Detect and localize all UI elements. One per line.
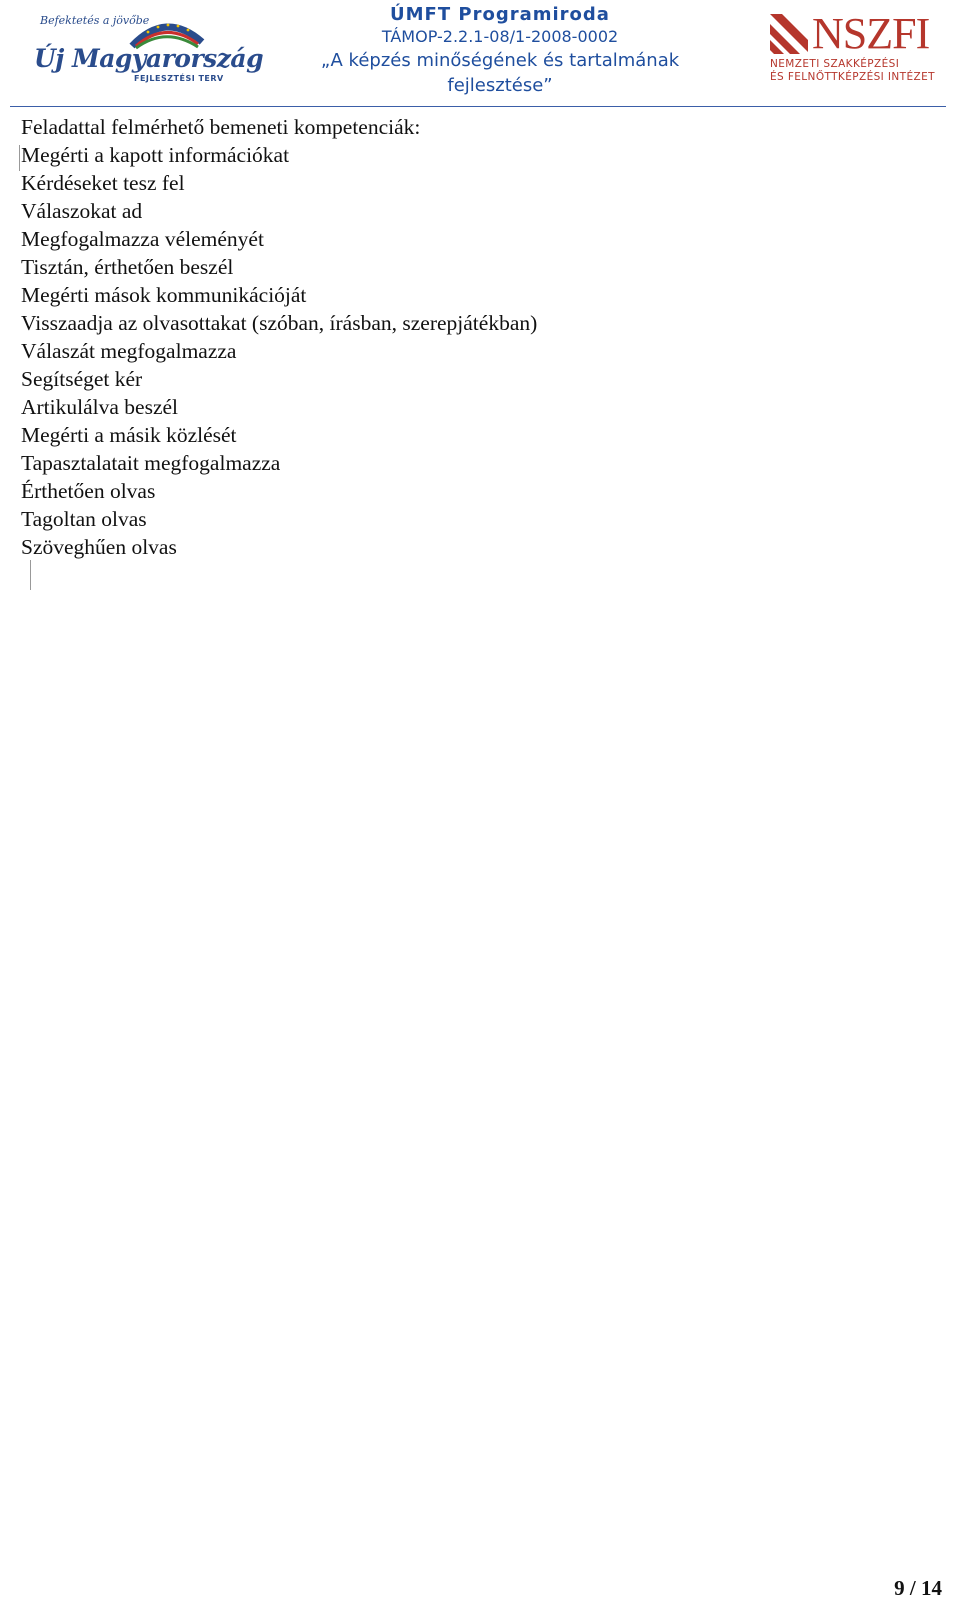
page-header xyxy=(0,0,960,110)
project-title-line2: fejlesztése” xyxy=(447,75,553,96)
competencies-heading: Feladattal felmérhető bemeneti kompetenciák: xyxy=(21,115,421,139)
nszfi-stripes-icon xyxy=(770,14,810,54)
list-item: Artikulálva beszél xyxy=(21,395,179,419)
nszfi-wordmark: NSZFI xyxy=(812,9,930,58)
logo-title: Új Magyarország xyxy=(34,44,264,73)
page-number: 9 / 14 xyxy=(894,1576,942,1600)
text-cursor xyxy=(30,560,31,590)
list-item: Visszaadja az olvasottakat (szóban, írásban, szerepjátékban) xyxy=(21,311,538,335)
list-item: Válaszát megfogalmazza xyxy=(21,339,237,363)
list-item: Érthetően olvas xyxy=(21,479,156,503)
logo-tagline: Befektetés a jövőbe xyxy=(40,14,150,27)
project-title-line1: „A képzés minőségének és tartalmának xyxy=(320,50,680,71)
logo-subtitle: FEJLESZTÉSI TERV xyxy=(134,74,224,83)
list-item: Tapasztalatait megfogalmazza xyxy=(21,451,281,475)
program-office-title: ÚMFT Programiroda xyxy=(390,4,610,25)
list-item: Tisztán, érthetően beszél xyxy=(21,255,234,279)
nszfi-line2: ÉS FELNŐTTKÉPZÉSI INTÉZET xyxy=(770,71,935,83)
list-item: Megérti mások kommunikációját xyxy=(21,283,307,307)
nszfi-line1: NEMZETI SZAKKÉPZÉSI xyxy=(770,58,900,70)
uj-magyarorszag-logo xyxy=(30,10,264,86)
list-item: Megfogalmazza véleményét xyxy=(21,227,264,251)
list-item: Megérti a másik közlését xyxy=(21,423,237,447)
project-code: TÁMOP-2.2.1-08/1-2008-0002 xyxy=(381,27,619,46)
list-item: Szöveghűen olvas xyxy=(21,535,177,559)
program-office-heading xyxy=(280,4,720,98)
list-item: Segítséget kér xyxy=(21,367,143,391)
list-item: Tagoltan olvas xyxy=(21,507,147,531)
document-body xyxy=(21,113,921,561)
header-divider xyxy=(10,106,946,107)
text-cursor xyxy=(19,145,20,171)
nszfi-logo xyxy=(770,9,940,88)
list-item: Kérdéseket tesz fel xyxy=(21,171,185,195)
list-item: Válaszokat ad xyxy=(21,199,143,223)
list-item: Megérti a kapott információkat xyxy=(21,143,290,167)
